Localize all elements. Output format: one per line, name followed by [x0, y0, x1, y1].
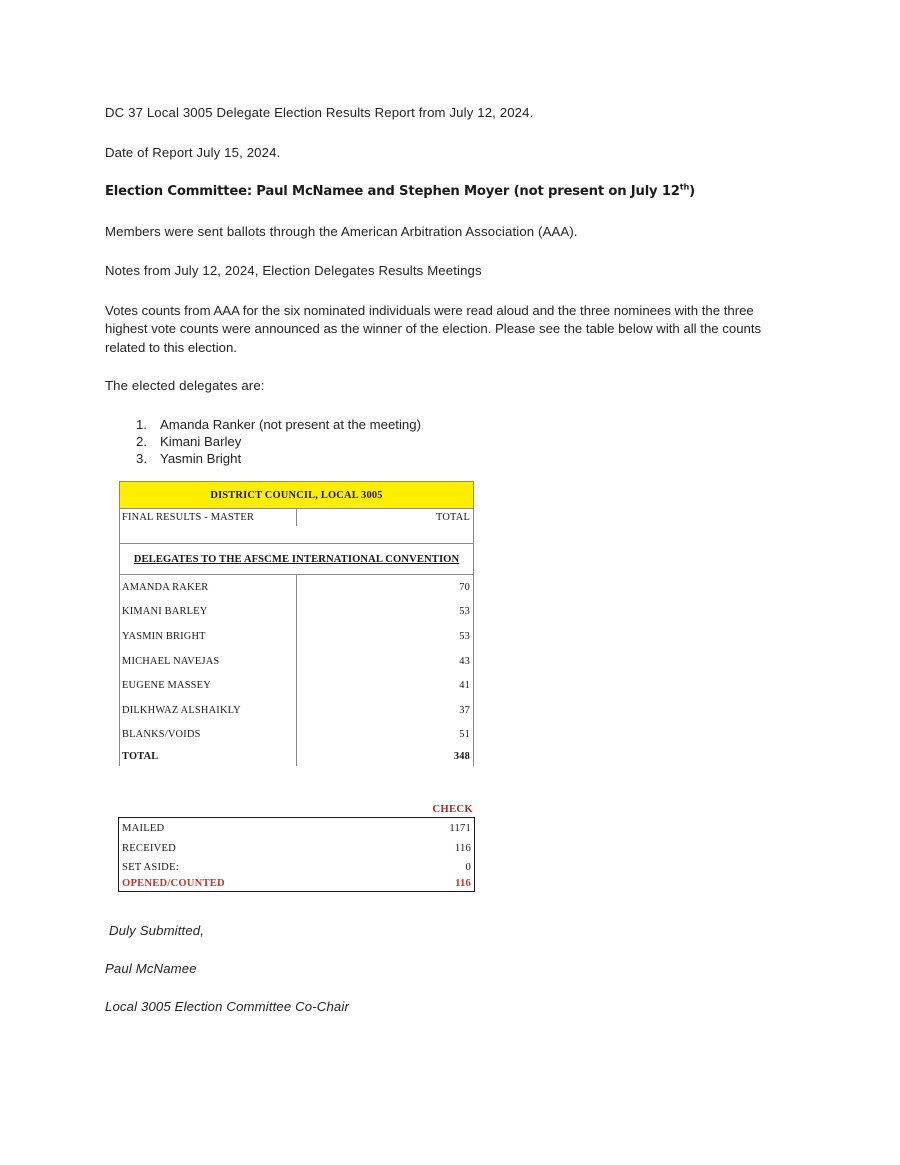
table-spacer-cell: [120, 526, 474, 544]
elected-delegates-intro: The elected delegates are:: [105, 378, 265, 393]
candidate-count: 70: [297, 575, 474, 600]
list-item: [105, 433, 795, 450]
ballots-line: Members were sent ballots through the American Arbitration Association (AAA).: [105, 223, 578, 239]
list-item-label: Yasmin Bright: [160, 450, 242, 466]
table-row: [120, 600, 474, 625]
ordinal-suffix: th: [679, 181, 690, 192]
table-total-row: [120, 747, 474, 766]
election-committee-text: Election Committee: Paul McNamee and Stephen Moyer (not present on July 12: [105, 184, 680, 199]
elected-delegates-list: [105, 416, 795, 467]
table-row: [119, 875, 475, 892]
check-row-label: SET ASIDE:: [122, 861, 179, 873]
table-banner-row: [120, 482, 474, 509]
signature-closing: Duly Submitted,: [109, 923, 205, 938]
check-row-value: 116: [454, 843, 471, 855]
candidate-name: KIMANI BARLEY: [120, 600, 297, 625]
table-spacer-row: [120, 526, 474, 544]
check-row-label: MAILED: [122, 822, 165, 834]
table-row: [120, 575, 474, 600]
candidate-count: 53: [297, 624, 474, 649]
table-row: [120, 673, 474, 698]
report-title-line: DC 37 Local 3005 Delegate Election Results Report from July 12, 2024.: [105, 105, 534, 120]
candidate-name: DILKHWAZ ALSHAIKLY: [120, 698, 297, 723]
table-row: [119, 839, 475, 860]
table-section-header-cell: [120, 544, 474, 575]
signature-name: Paul McNamee: [105, 961, 197, 976]
candidate-count: 53: [297, 600, 474, 625]
list-item-number: 2.: [136, 433, 147, 449]
list-item: [105, 450, 795, 467]
table-row: [120, 624, 474, 649]
check-table: [118, 817, 475, 892]
candidate-count: 43: [297, 649, 474, 674]
candidate-count: 51: [297, 723, 474, 748]
table-row: [120, 698, 474, 723]
subhead-left-label: FINAL RESULTS - MASTER: [120, 509, 297, 527]
candidate-name: BLANKS/VOIDS: [120, 723, 297, 748]
candidate-count: 41: [297, 673, 474, 698]
table-section-header-text: DELEGATES TO THE AFSCME INTERNATIONAL CONVENTION: [133, 553, 460, 565]
candidate-name: EUGENE MASSEY: [120, 673, 297, 698]
table-row: [120, 649, 474, 674]
list-item-number: 3.: [136, 450, 147, 466]
check-row-label: RECEIVED: [122, 843, 176, 855]
table-banner-title: DISTRICT COUNCIL, LOCAL 3005: [120, 482, 474, 509]
report-date-line: Date of Report July 15, 2024.: [105, 144, 281, 160]
candidate-name: AMANDA RAKER: [120, 575, 297, 600]
election-committee-line: [105, 183, 795, 201]
table-row: [119, 859, 475, 875]
table-row: [119, 818, 475, 839]
check-row-label: OPENED/COUNTED: [122, 877, 225, 889]
check-row-value: 0: [465, 861, 471, 873]
total-label: TOTAL: [120, 747, 297, 766]
table-row: [120, 723, 474, 748]
table-subhead-row: [120, 509, 474, 527]
check-table-container: [118, 803, 476, 892]
document-body: [105, 104, 795, 467]
check-label: CHECK: [432, 803, 473, 815]
list-item-number: 1.: [136, 416, 147, 432]
signature-block: [105, 922, 605, 1015]
notes-line: Notes from July 12, 2024, Election Delegates Results Meetings: [105, 263, 482, 278]
results-table: [119, 481, 474, 766]
list-item-label: Kimani Barley: [160, 433, 242, 449]
candidate-name: YASMIN BRIGHT: [120, 624, 297, 649]
check-row-value: 1171: [449, 822, 471, 834]
signature-title: Local 3005 Election Committee Co-Chair: [105, 999, 349, 1014]
election-committee-text-end: ): [689, 184, 695, 199]
table-section-header-row: [120, 544, 474, 575]
total-value: 348: [297, 747, 474, 766]
list-item-label: Amanda Ranker (not present at the meeting): [160, 416, 421, 432]
candidate-count: 37: [297, 698, 474, 723]
summary-paragraph: Votes counts from AAA for the six nominated individuals were read aloud and the three nominees with the three highest vote counts were announced as the winner of the election. Please see the table below with all the counts related to this election.: [105, 302, 762, 355]
list-item: [105, 416, 795, 433]
candidate-name: MICHAEL NAVEJAS: [120, 649, 297, 674]
check-row-value: 116: [455, 877, 471, 889]
subhead-total-label: TOTAL: [297, 509, 474, 527]
results-table-container: [119, 481, 476, 766]
